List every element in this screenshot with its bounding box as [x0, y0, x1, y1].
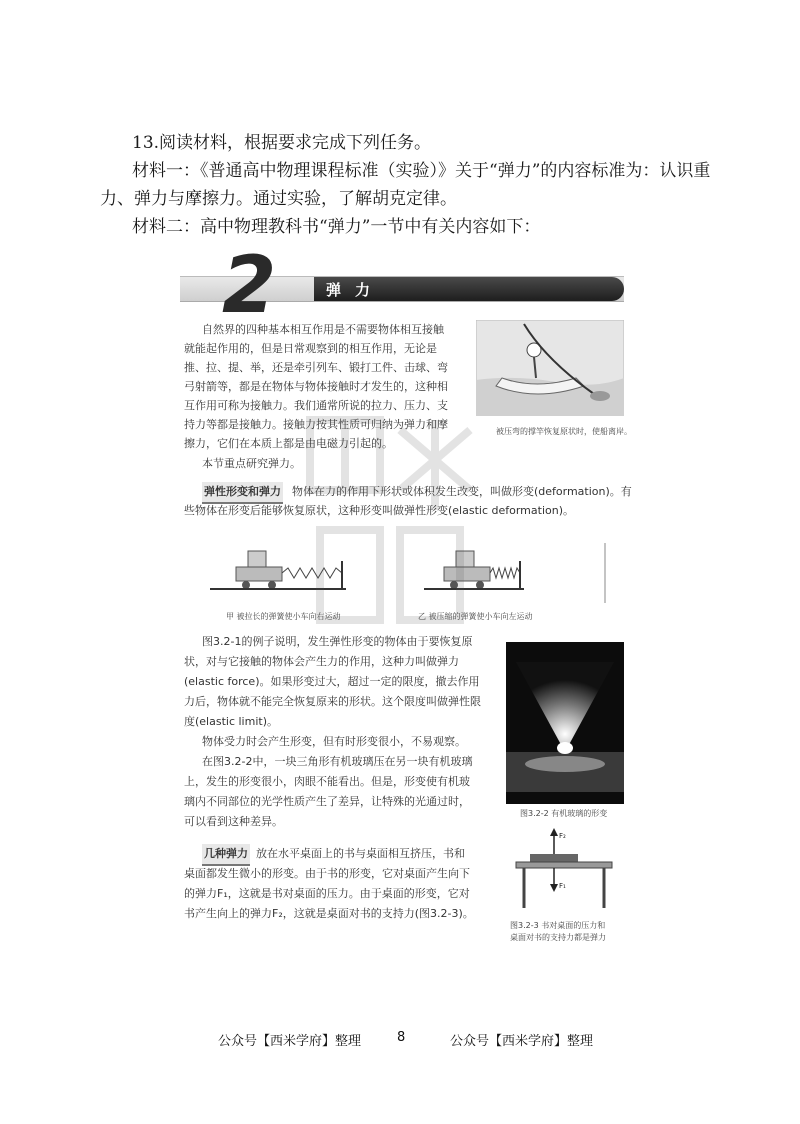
plexiglass-photo: [506, 642, 624, 804]
footer-right: 公众号【西米学府】整理: [450, 1034, 594, 1049]
para1-line: 自然界的四种基本相互作用是不需要物体相互接触: [202, 323, 444, 336]
material-one-line2: 力、弹力与摩擦力。通过实验，了解胡克定律。: [100, 189, 457, 209]
force-label-f1: F₁: [559, 882, 566, 890]
para2-line: 状，对与它接触的物体会产生力的作用，这种力叫做弹力: [184, 655, 459, 668]
para2-line: 物体受力时会产生形变，但有时形变很小，不易观察。: [202, 735, 466, 748]
para2-line: 度(elastic limit)。: [184, 715, 278, 728]
section1-line2: 些物体在形变后能够恢复原状，这种形变叫做弹性形变(elastic deformation)。: [184, 504, 574, 517]
section-title: 弹力: [326, 281, 385, 299]
para2-line: 图3.2-1的例子说明，发生弹性形变的物体由于要恢复原: [202, 635, 473, 648]
boat-caption: 被压弯的撑竿恢复原状时，使船离岸。: [496, 427, 632, 436]
para1-line: 擦力，它们在本质上都是由电磁力引起的。: [184, 437, 393, 450]
section-tag-kinds-of-elastic-force: 几种弹力: [202, 844, 250, 866]
para1-line: 持力等都是接触力。接触力按其性质可归纳为弹力和摩: [184, 418, 448, 431]
para3-line: 放在水平桌面上的书与桌面相互挤压，书和: [256, 847, 465, 860]
para3-line: 的弹力F₁，这就是书对桌面的压力。由于桌面的形变，它对: [184, 887, 470, 900]
fig1-caption-a: 甲 被拉长的弹簧使小车向右运动: [226, 612, 341, 621]
para2-line: 璃内不同部位的光学性质产生了差异，让特殊的光通过时，: [184, 795, 470, 808]
boat-pole-illustration: [476, 320, 624, 416]
footer-left: 公众号【西米学府】整理: [218, 1034, 362, 1049]
para1-line: 互作用可称为接触力。我们通常所说的拉力、压力、支: [184, 399, 448, 412]
material-two-line: 材料二：高中物理教科书“弹力”一节中有关内容如下：: [132, 217, 541, 237]
para3-line: 桌面都发生微小的形变。由于书的形变，它对桌面产生向下: [184, 867, 470, 880]
fig3-caption-1: 图3.2-3 书对桌面的压力和: [510, 921, 606, 930]
para2-line: 在图3.2-2中，一块三角形有机玻璃压在另一块有机玻璃: [202, 755, 473, 768]
page-number: 8: [397, 1030, 406, 1045]
para1-line: 就能起作用的，但是日常观察到的相互作用，无论是: [184, 342, 437, 355]
book-on-table-figure: [510, 828, 620, 910]
para1-line: 本节重点研究弹力。: [202, 457, 301, 470]
fig1-caption-b: 乙 被压缩的弹簧使小车向左运动: [418, 612, 533, 621]
section1-line1: 物体在力的作用下形状或体积发生改变，叫做形变(deformation)。有: [292, 485, 632, 498]
para2-line: 可以看到这种差异。: [184, 815, 283, 828]
para2-line: 力后，物体就不能完全恢复原来的形状。这个限度叫做弹性限: [184, 695, 481, 708]
para2-line: (elastic force)。如果形变过大，超过一定的限度，撤去作用: [184, 675, 480, 688]
fig2-caption: 图3.2-2 有机玻璃的形变: [520, 809, 608, 818]
para1-line: 推、拉、提、举，还是牵引列车、锻打工件、击球、弯: [184, 361, 448, 374]
watermark-logo: [300, 410, 480, 640]
para2-line: 上，发生的形变很小，肉眼不能看出。但是，形变使有机玻: [184, 775, 470, 788]
fig3-caption-2: 桌面对书的支持力都是弹力: [510, 933, 606, 942]
material-one-line1: 材料一：《普通高中物理课程标准（实验）》关于“弹力”的内容标准为：认识重: [132, 161, 711, 181]
para3-line: 书产生向上的弹力F₂，这就是桌面对书的支持力(图3.2-3)。: [184, 907, 474, 920]
section-number: 2: [222, 241, 277, 331]
section-tag-elastic-deformation: 弹性形变和弹力: [202, 482, 283, 504]
force-label-f2: F₂: [559, 832, 566, 840]
para1-line: 弓射箭等，都是在物体与物体接触时才发生的，这种相: [184, 380, 448, 393]
question-intro: 13.阅读材料，根据要求完成下列任务。: [132, 133, 432, 153]
